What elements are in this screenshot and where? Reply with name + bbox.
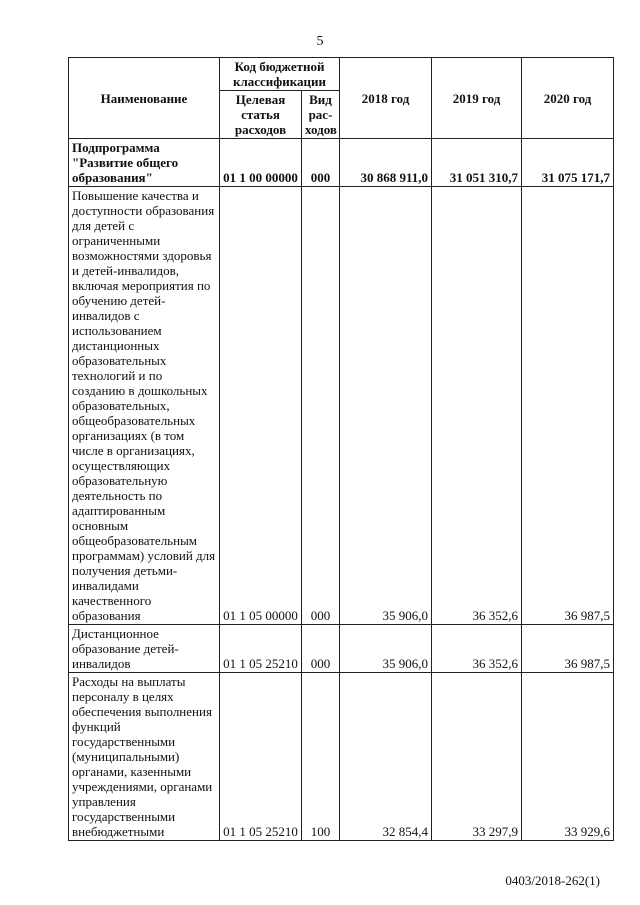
row-name: Подпрограмма "Развитие общего образования" <box>69 139 220 187</box>
row-2018: 35 906,0 <box>340 187 432 625</box>
row-type: 100 <box>302 673 340 841</box>
row-type: 000 <box>302 187 340 625</box>
page-number: 5 <box>316 34 324 49</box>
row-code: 01 1 00 00000 <box>220 139 302 187</box>
header-row-1 <box>69 58 614 91</box>
row-code: 01 1 05 25210 <box>220 625 302 673</box>
table-row <box>69 139 614 187</box>
row-code: 01 1 05 00000 <box>220 187 302 625</box>
row-2019: 33 297,9 <box>432 673 522 841</box>
row-2019: 31 051 310,7 <box>432 139 522 187</box>
table-row <box>69 673 614 841</box>
document-code: 0403/2018-262(1) <box>505 873 600 888</box>
budget-table <box>68 57 614 841</box>
header-2019: 2019 год <box>432 58 522 139</box>
header-name: Наименование <box>69 58 220 139</box>
table-row <box>69 187 614 625</box>
table-row <box>69 625 614 673</box>
row-2020: 31 075 171,7 <box>522 139 614 187</box>
row-name: Повышение качества и доступности образования для детей с ограниченными возможностями здоровья и детей-инвалидов, включая мероприятия по обучению детей-инвалидов с использованием дистанционных образовательных технологий и по созданию в дошкольных образовательных, общеобразовательных организациях (в том числе в организациях, осуществляющих образовательную деятельность по адаптированным основным общеобразовательным программам) условий для получения детьми-инвалидами качественного образования <box>69 187 220 625</box>
row-2019: 36 352,6 <box>432 187 522 625</box>
row-2018: 30 868 911,0 <box>340 139 432 187</box>
header-2020: 2020 год <box>522 58 614 139</box>
row-2020: 36 987,5 <box>522 625 614 673</box>
row-2018: 32 854,4 <box>340 673 432 841</box>
header-2018: 2018 год <box>340 58 432 139</box>
row-2019: 36 352,6 <box>432 625 522 673</box>
row-name: Расходы на выплаты персоналу в целях обеспечения выполнения функций государственными (муниципальными) органами, казенными учреждениями, органами управления государственными внебюджетными <box>69 673 220 841</box>
row-type: 000 <box>302 139 340 187</box>
row-type: 000 <box>302 625 340 673</box>
row-2020: 33 929,6 <box>522 673 614 841</box>
header-target-article: Целевая статья расходов <box>220 91 302 139</box>
row-2020: 36 987,5 <box>522 187 614 625</box>
row-2018: 35 906,0 <box>340 625 432 673</box>
row-name: Дистанционное образование детей-инвалидов <box>69 625 220 673</box>
row-code: 01 1 05 25210 <box>220 673 302 841</box>
header-expense-type: Вид рас-ходов <box>302 91 340 139</box>
header-code-group: Код бюджетной классификации <box>220 58 340 91</box>
